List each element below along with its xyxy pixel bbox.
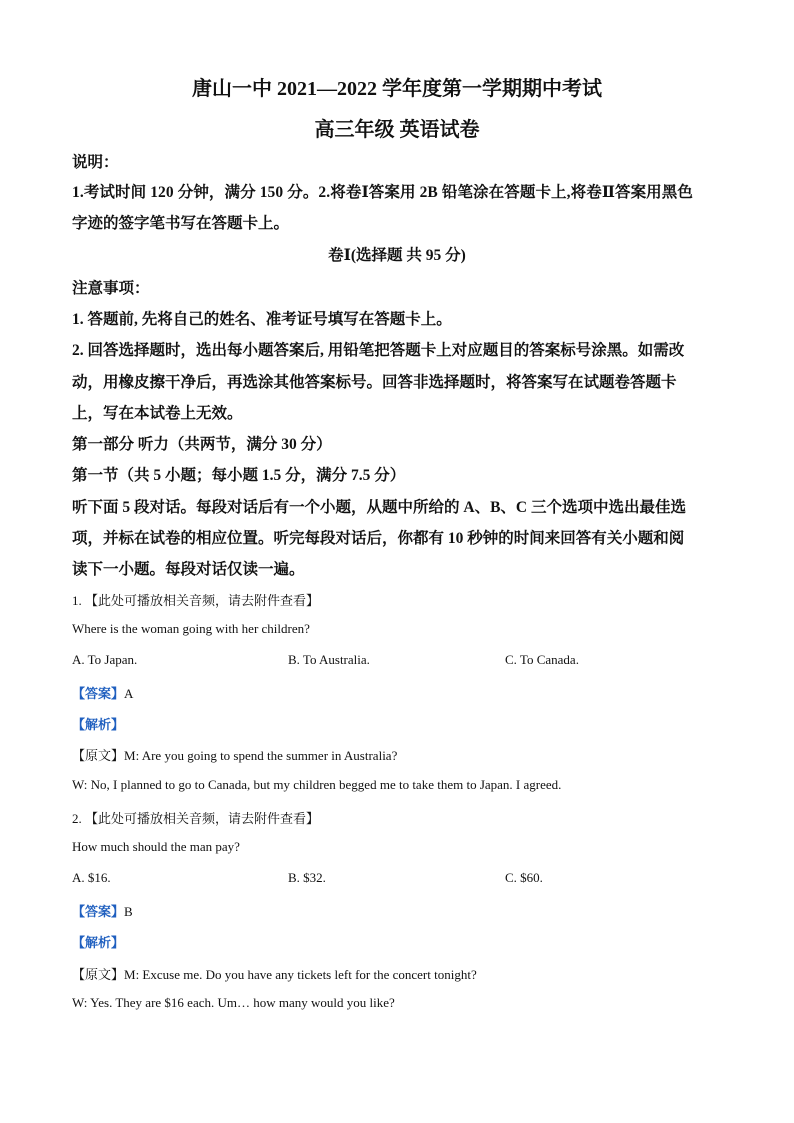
part1-title: 第一部分 听力（共两节，满分 30 分） [72,436,332,453]
note-2-line-1: 2. 回答选择题时，选出每小题答案后, 用铅笔把答题卡上对应题目的答案标号涂黑。如需改 [72,342,685,359]
section-title: 卷Ⅰ(选择题 共 95 分) [328,247,466,264]
question-1-original-w: W: No, I planned to go to Canada, but my children begged me to take them to Japan. I agreed. [72,777,562,792]
question-1-analysis [72,714,722,733]
note-2-line-2: 动，用橡皮擦干净后，再选涂其他答案标号。回答非选择题时，将答案写在试题卷答题卡 [72,374,677,391]
question-2-original-m [72,964,722,983]
analysis-tag: 【解析】 [72,935,125,950]
part1-section1: 第一节（共 5 小题；每小题 1.5 分，满分 7.5 分） [72,467,406,484]
question-1-option-c: C. To Canada. [505,652,579,667]
instruction-line-3: 读下一小题。每段对话仅读一遍。 [72,561,305,578]
answer-tag: 【答案】 [72,904,125,919]
intro-line-1: 1.考试时间 120 分钟，满分 150 分。2.将卷Ⅰ答案用 2B 铅笔涂在答题卡上,将卷Ⅱ答案用黑色 [72,184,693,201]
original-m-text: M: Are you going to spend the summer in Australia? [124,748,398,763]
notes-label: 注意事项： [72,280,150,297]
question-1-text: Where is the woman going with her children? [72,621,310,636]
question-2-original-w: W: Yes. They are $16 each. Um… how many would you like? [72,995,395,1010]
question-2-analysis [72,932,722,951]
answer-tag: 【答案】 [72,686,125,701]
intro-label: 说明： [72,154,119,171]
question-1-answer [72,683,722,702]
instruction-line-1: 听下面 5 段对话。每段对话后有一个小题，从题中所给的 A、B、C 三个选项中选出最佳选 [72,499,686,516]
question-1-original-m [72,745,722,764]
question-2-option-b: B. $32. [288,870,326,885]
exam-subtitle: 高三年级 英语试卷 [314,119,480,141]
question-1-option-a: A. To Japan. [72,652,138,667]
original-tag: 【原文】 [72,967,125,982]
question-2-option-c: C. $60. [505,870,543,885]
analysis-tag: 【解析】 [72,717,125,732]
question-1-header: 1. 【此处可播放相关音频，请去附件查看】 [72,593,320,608]
exam-title: 唐山一中 2021—2022 学年度第一学期期中考试 [192,78,602,100]
original-m-text: M: Excuse me. Do you have any tickets left for the concert tonight? [124,967,477,982]
answer-value: B [124,904,133,919]
question-2-text: How much should the man pay? [72,839,240,854]
note-1: 1. 答题前, 先将自己的姓名、准考证号填写在答题卡上。 [72,311,452,328]
question-2-answer [72,901,722,920]
intro-line-2: 字迹的签字笔书写在答题卡上。 [72,215,290,232]
question-2-option-a: A. $16. [72,870,111,885]
note-2-line-3: 上，写在本试卷上无效。 [72,405,243,422]
question-1-option-b: B. To Australia. [288,652,370,667]
question-2-header: 2. 【此处可播放相关音频，请去附件查看】 [72,811,320,826]
original-tag: 【原文】 [72,748,125,763]
instruction-line-2: 项，并标在试卷的相应位置。听完每段对话后，你都有 10 秒钟的时间来回答有关小题和阅 [72,530,685,547]
answer-value: A [124,686,134,701]
